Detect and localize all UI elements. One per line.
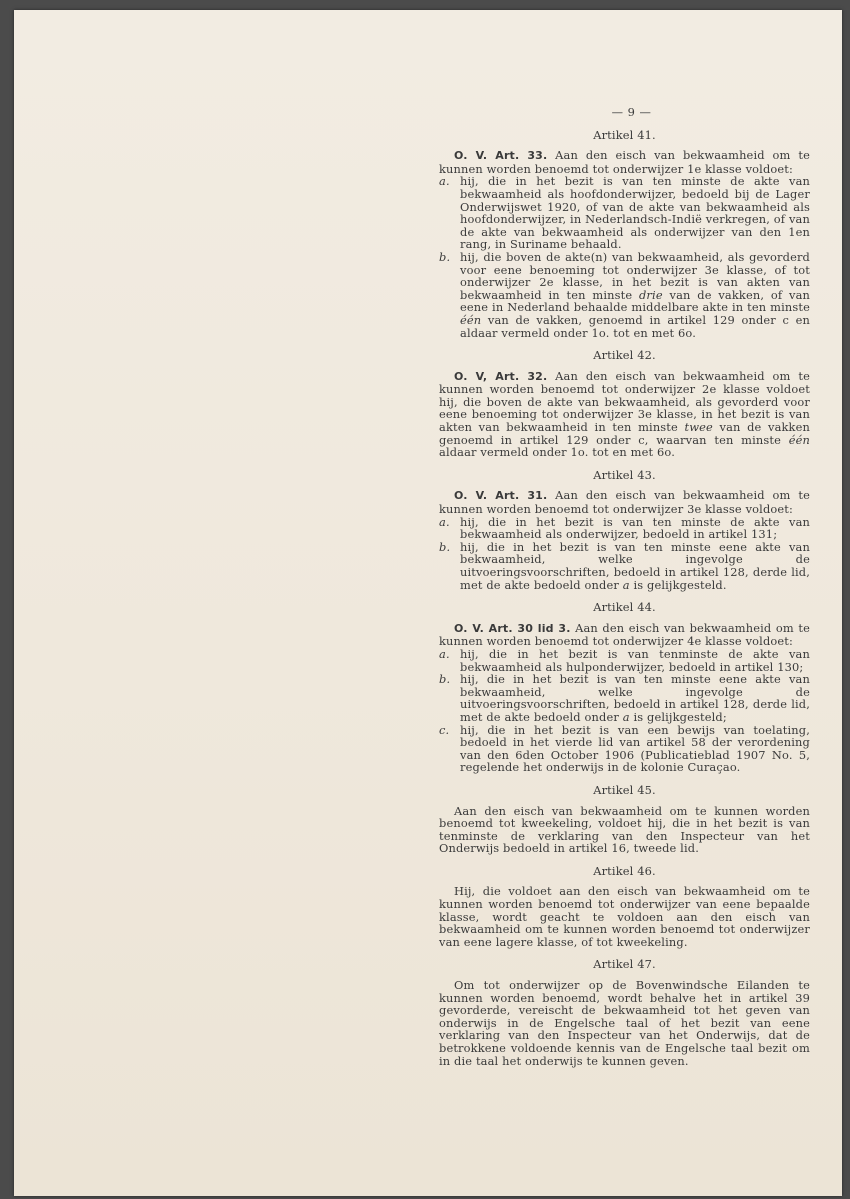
item-text: hij, die in het bezit is van ten minste de akte van bekwaamheid als hoofdonderwijzer, bedoeld bij de Lager Onderwijswet 1920, of van de akte van bekwaamheid als hoofdonderwijzer, in Nederlandsch-Indië verkregen, of van de akte van bekwaamheid als onderwijzer van den 1en rang, in Suriname behaald. <box>460 174 810 252</box>
article-44-item-a <box>439 648 810 673</box>
article-41-reference: O. V. Art. 33. <box>454 149 548 163</box>
article-43-heading: Artikel 43. <box>593 467 656 482</box>
article-46-body: Hij, die voldoet aan den eisch van bekwaamheid om te kunnen worden benoemd tot onderwijzer van eene bepaalde klasse, wordt geacht te voldoen aan den eisch van bekwaamheid om te kunnen worden benoemd tot onderwijzer van eene lagere klasse, of tot kweekeling. <box>439 884 810 949</box>
article-43-reference: O. V. Art. 31. <box>454 489 548 503</box>
article-42-text: Aan den eisch van bekwaamheid om te kunnen worden benoemd tot onderwijzer 2e klasse voldoet hij, die boven de akte van bekwaamheid, als gevorderd voor eene benoeming tot onderwijzer 3e klasse, in het bezit is van akten van bekwaamheid in ten minste <box>439 368 810 435</box>
item-emphasis: drie <box>638 287 663 302</box>
article-41-heading: Artikel 41. <box>593 127 656 142</box>
article-46-heading: Artikel 46. <box>593 863 656 878</box>
article-42-body <box>439 370 810 459</box>
item-label: b. <box>439 249 451 264</box>
item-label: b. <box>439 672 451 687</box>
article-41-intro-text: Aan den eisch van bekwaamheid om te kunnen worden benoemd tot onderwijzer 1e klasse voldoet: <box>439 148 810 176</box>
article-42-heading: Artikel 42. <box>593 348 656 363</box>
document-page <box>14 10 842 1196</box>
article-44-item-b <box>439 673 810 723</box>
item-text: hij, die in het bezit is van ten minste eene akte van bekwaamheid, welke ingevolge de uitvoeringsvoorschriften, bedoeld in artikel 128, derde lid, met de akte bedoeld onder <box>460 672 810 724</box>
item-text: is gelijkgesteld; <box>633 709 727 724</box>
item-text: van de vakken, of van eene in Nederland behaalde middelbare akte in ten minste <box>460 287 810 315</box>
article-41-item-a <box>439 175 810 251</box>
article-42-text: aldaar vermeld onder 1o. tot en met 6o. <box>439 445 675 460</box>
item-text: hij, die in het bezit is van ten minste de akte van bekwaamheid als onderwijzer, bedoeld in artikel 131; <box>460 514 810 542</box>
article-41-item-b <box>439 251 810 339</box>
article-41-intro <box>439 149 810 175</box>
item-label: c. <box>439 722 450 737</box>
article-43-item-a <box>439 516 810 541</box>
page-number: — 9 — <box>611 105 652 119</box>
article-47-body: Om tot onderwijzer op de Bovenwindsche Eilanden te kunnen worden benoemd, wordt behalve het in artikel 39 gevorderde, vereischt de bekwaamheid tot het geven van onderwijs in de Engelsche taal of het bezit van eene verklaring van den Inspecteur van het Onderwijs, dat de betrokkene voldoende kennis van de Engelsche taal bezit om in die taal het onderwijs te kunnen geven. <box>439 978 810 1068</box>
item-label: a. <box>439 646 450 661</box>
item-text: van de vakken, genoemd in artikel 129 onder c en aldaar vermeld onder 1o. tot en met 6o. <box>460 312 810 340</box>
item-text: is gelijkgesteld. <box>633 577 727 592</box>
article-43-intro-text: Aan den eisch van bekwaamheid om te kunnen worden benoemd tot onderwijzer 3e klasse voldoet: <box>439 488 810 517</box>
article-44-heading: Artikel 44. <box>593 600 656 615</box>
text-column <box>439 106 810 1067</box>
item-label: a. <box>439 514 450 529</box>
article-43-item-b <box>439 541 810 591</box>
article-44-intro-text: Aan den eisch van bekwaamheid om te kunnen worden benoemd tot onderwijzer 4e klasse voldoet: <box>439 620 810 649</box>
article-42-reference: O. V, Art. 32. <box>454 369 548 383</box>
item-label: b. <box>439 539 451 554</box>
item-emphasis: a <box>622 709 630 724</box>
item-text: hij, die in het bezit is van een bewijs van toelating, bedoeld in het vierde lid van artikel 58 der verordening van den 6den October 1906 (Publicatieblad 1907 No. 5, regelende het onderwijs in de kolonie Curaçao. <box>460 722 810 775</box>
article-43-intro <box>439 489 810 515</box>
article-42-text: van de vakken genoemd in artikel 129 onder c, waarvan ten minste <box>439 420 810 447</box>
item-text: hij, die in het bezit is van ten minste eene akte van bekwaamheid, welke ingevolge de uitvoeringsvoorschriften, bedoeld in artikel 128, derde lid, met de akte bedoeld onder <box>460 539 810 592</box>
article-47-heading: Artikel 47. <box>593 957 656 972</box>
item-text: hij, die boven de akte(n) van bekwaamheid, als gevorderd voor eene benoeming tot onderwijzer 3e klasse, of tot onderwijzer 2e klasse, in het bezit is van akten van bekwaamheid in ten minste <box>460 249 810 302</box>
article-44-item-c <box>439 724 810 774</box>
article-42-emphasis: één <box>788 432 810 447</box>
article-44-reference: O. V. Art. 30 lid 3. <box>454 621 571 635</box>
article-42-emphasis: twee <box>684 420 713 435</box>
item-label: a. <box>439 174 450 189</box>
item-emphasis: één <box>460 312 482 327</box>
article-45-body: Aan den eisch van bekwaamheid om te kunnen worden benoemd tot kweekeling, voldoet hij, die in het bezit is van tenminste de verklaring van den Inspecteur van het Onderwijs bedoeld in artikel 16, tweede lid. <box>439 803 810 856</box>
item-emphasis: a <box>622 577 630 592</box>
item-text: hij, die in het bezit is van tenminste de akte van bekwaamheid als hulponderwijzer, bedoeld in artikel 130; <box>460 646 810 674</box>
article-45-heading: Artikel 45. <box>593 782 656 797</box>
article-44-intro <box>439 622 810 648</box>
